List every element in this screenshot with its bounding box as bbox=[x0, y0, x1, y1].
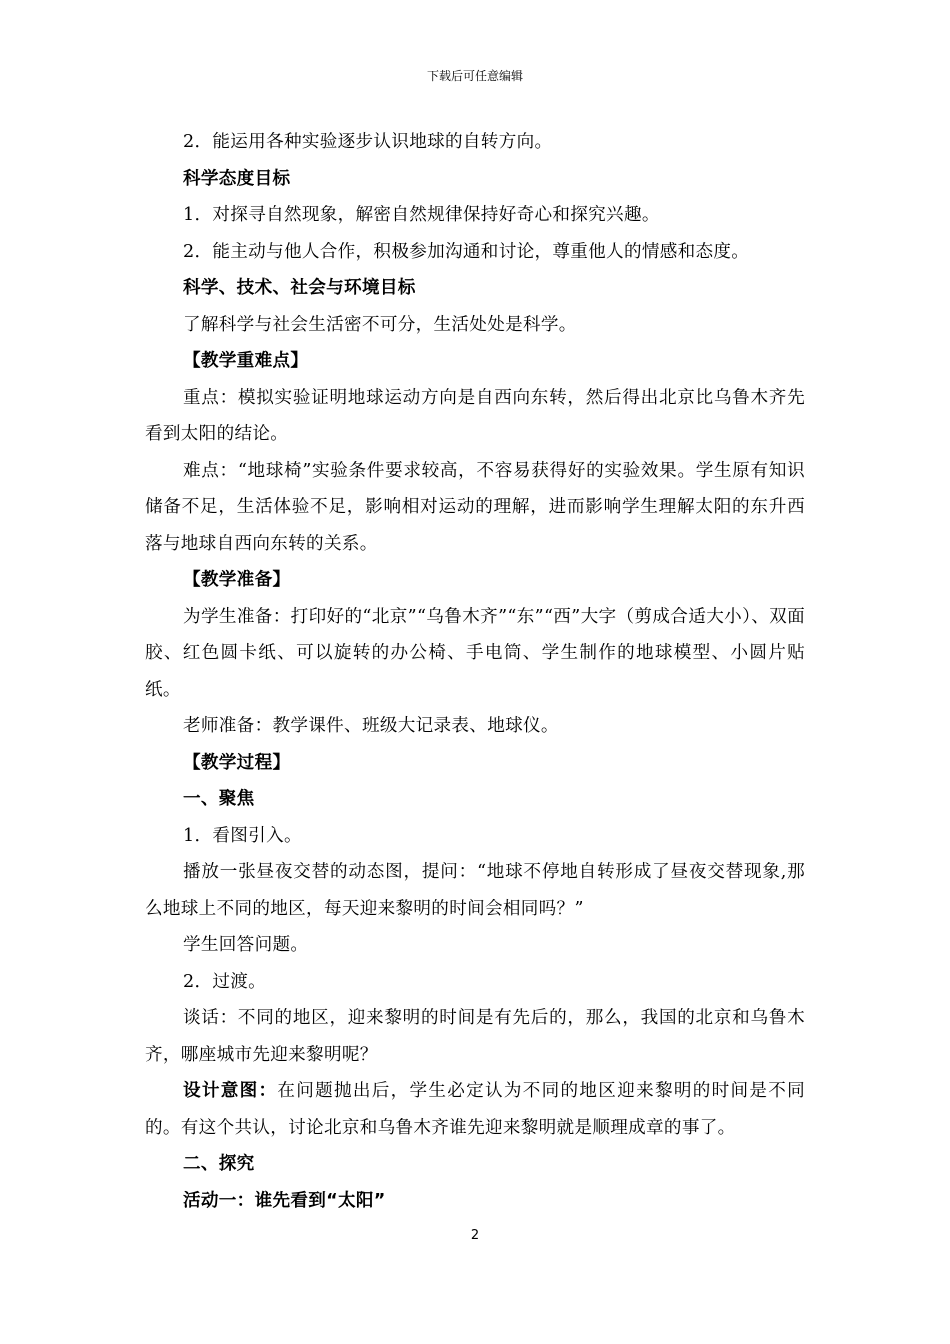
paragraph: 2．能主动与他人合作，积极参加沟通和讨论，尊重他人的情感和态度。 bbox=[183, 241, 750, 262]
section-heading: 【教学过程】 bbox=[183, 752, 291, 773]
paragraph: 2．能运用各种实验逐步认识地球的自转方向。 bbox=[183, 132, 553, 152]
section-heading: 二、探究 bbox=[183, 1154, 255, 1174]
paragraph: 学生回答问题。 bbox=[183, 935, 309, 955]
section-heading: 活动一：谁先看到“太阳” bbox=[183, 1190, 386, 1211]
section-heading: 一、聚焦 bbox=[183, 789, 255, 809]
paragraph: 老师准备：教学课件、班级大记录表、地球仪。 bbox=[183, 716, 559, 736]
paragraph: 2．过渡。 bbox=[183, 971, 267, 992]
document-body bbox=[145, 124, 805, 1219]
page-number: 2 bbox=[470, 1228, 480, 1243]
section-heading: 【教学重难点】 bbox=[183, 351, 309, 371]
section-heading: 【教学准备】 bbox=[183, 570, 291, 590]
design-intent-text: 在问题抛出后，学生必定认为不同的地区迎来黎明的时间是不同的。有这个共认，讨论北京和乌鲁木齐谁先迎来黎明就是顺理成章的事了。 bbox=[145, 1081, 805, 1138]
paragraph: 了解科学与社会生活密不可分，生活处处是科学。 bbox=[183, 314, 577, 335]
paragraph: 为学生准备：打印好的“北京”“乌鲁木齐”“东”“西”大字（剪成合适大小）、双面胶、红色圆卡纸、可以旋转的办公椅、手电筒、学生制作的地球模型、小圆片贴纸。 bbox=[145, 606, 805, 700]
paragraph: 播放一张昼夜交替的动态图，提问：“地球不停地自转形成了昼夜交替现象,那么地球上不同的地区，每天迎来黎明的时间会相同吗？” bbox=[145, 862, 805, 919]
paragraph: 1．对探寻自然现象，解密自然规律保持好奇心和探究兴趣。 bbox=[183, 205, 660, 225]
paragraph: 1．看图引入。 bbox=[183, 825, 302, 846]
section-heading: 科学态度目标 bbox=[183, 168, 291, 189]
section-heading: 科学、技术、社会与环境目标 bbox=[183, 278, 416, 298]
paragraph: 难点：“地球椅”实验条件要求较高，不容易获得好的实验效果。学生原有知识储备不足，生活体验不足，影响相对运动的理解，进而影响学生理解太阳的东升西落与地球自西向东转的关系。 bbox=[145, 460, 805, 554]
paragraph: 谈话：不同的地区，迎来黎明的时间是有先后的，那么，我国的北京和乌鲁木齐，哪座城市先迎来黎明呢？ bbox=[145, 1008, 805, 1065]
page-header: 下载后可任意编辑 bbox=[426, 69, 523, 83]
design-intent-label: 设计意图： bbox=[183, 1081, 278, 1101]
design-intent-paragraph bbox=[145, 1073, 805, 1146]
paragraph: 重点：模拟实验证明地球运动方向是自西向东转，然后得出北京比乌鲁木齐先看到太阳的结论。 bbox=[145, 387, 805, 444]
